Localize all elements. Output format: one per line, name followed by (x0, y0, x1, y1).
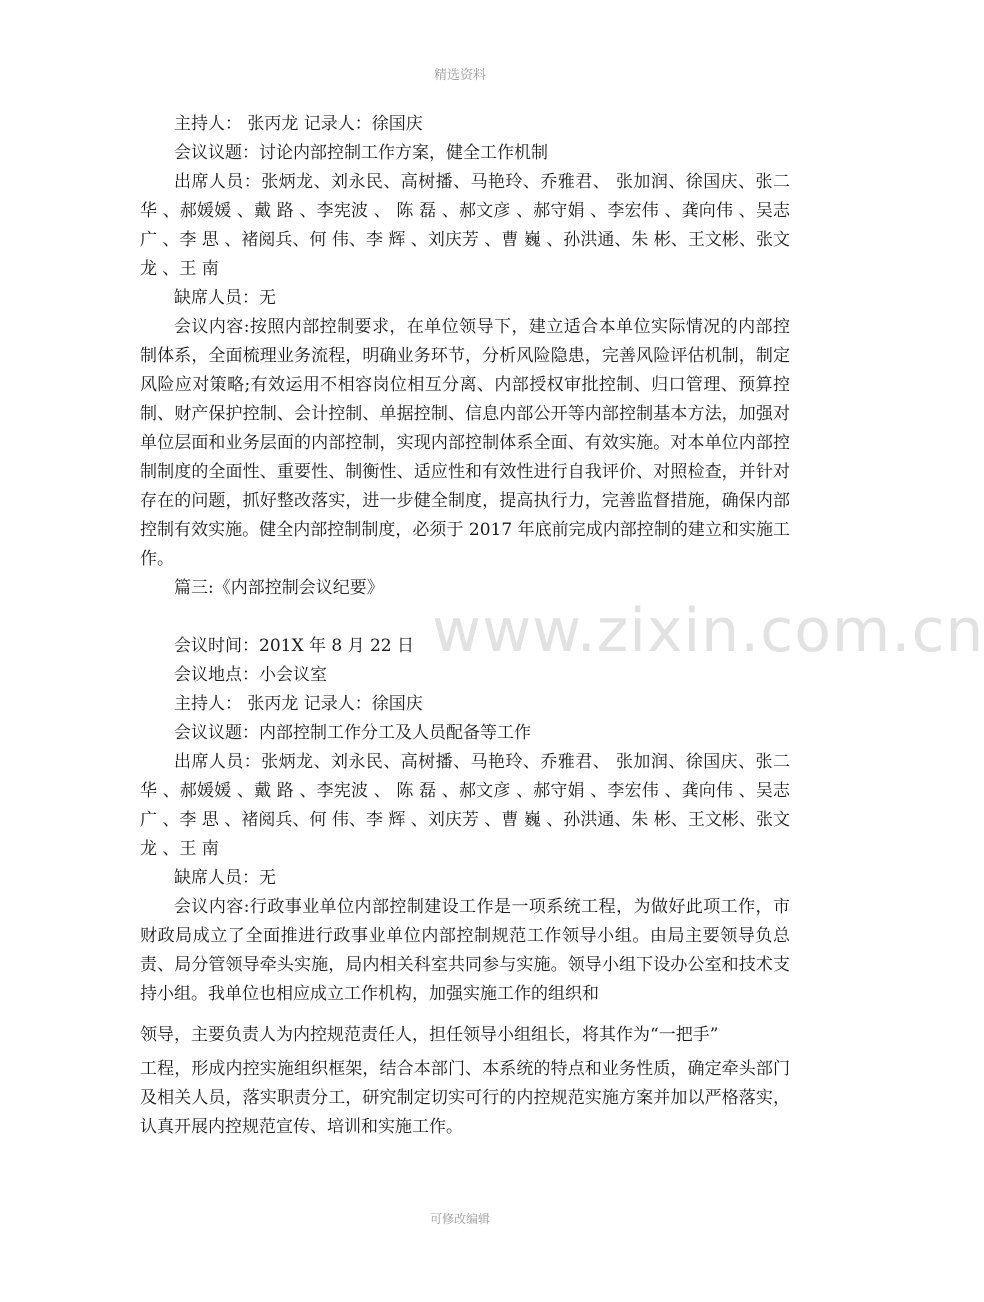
document-body (140, 110, 790, 1142)
meeting-content-continued: 领导，主要负责人为内控规范责任人，担任领导小组组长，将其作为“一把手” (140, 1025, 719, 1045)
section-title: 篇三:《内部控制会议纪要》 (174, 578, 384, 598)
host-recorder-line: 主持人： 张丙龙 记录人：徐国庆 (174, 114, 423, 134)
absent-line: 缺席人员：无 (174, 868, 276, 888)
meeting-topic: 会议议题：内部控制工作分工及人员配备等工作 (174, 723, 531, 743)
absent-line: 缺席人员：无 (174, 288, 276, 308)
attendees-list: 出席人员：张炳龙、刘永民、高树播、马艳玲、乔雅君、 张加润、徐国庆、张二华 、郝媛媛 、戴 路 、李宪波 、 陈 磊 、郝文彦 、郝守娟 、李宏伟 、龚向伟 、吴志广 、李 思 、褚阅兵、何 伟、李 辉 、刘庆芳 、曹 巍 、孙洪通、朱 彬、王文彬、张文龙 、王 南 (140, 172, 790, 279)
meeting-content: 会议内容:按照内部控制要求，在单位领导下，建立适合本单位实际情况的内部控制体系，全面梳理业务流程，明确业务环节，分析风险隐患，完善风险评估机制，制定风险应对策略;有效运用不相容岗位相互分离、内部授权审批控制、归口管理、预算控制、财产保护控制、会计控制、单据控制、信息内部公开等内部控制基本方法，加强对单位层面和业务层面的内部控制，实现内部控制体系全面、有效实施。对本单位内部控制制度的全面性、重要性、制衡性、适应性和有效性进行自我评价、对照检查，并针对存在的问题，抓好整改落实，进一步健全制度，提高执行力，完善监督措施，确保内部控制有效实施。健全内部控制制度，必须于 2017 年底前完成内部控制的建立和实施工作。 (140, 317, 790, 569)
watermark: www.zixin.com.cn (432, 596, 984, 666)
page-header: 精选资料 (433, 68, 486, 83)
meeting-content: 会议内容:行政事业单位内部控制建设工作是一项系统工程，为做好此项工作，市财政局成立了全面推进行政事业单位内部控制规范工作领导小组。由局主要领导负总责、局分管领导牵头实施，局内相关科室共同参与实施。领导小组下设办公室和技术支持小组。我单位也相应成立工作机构，加强实施工作的组织和 (140, 897, 790, 1004)
meeting-place: 会议地点：小会议室 (174, 665, 327, 685)
meeting-content-continued: 工程，形成内控实施组织框架，结合本部门、本系统的特点和业务性质，确定牵头部门及相关人员，落实职责分工，研究制定切实可行的内控规范实施方案并加以严格落实，认真开展内控规范宣传、培训和实施工作。 (140, 1059, 790, 1137)
meeting-time: 会议时间：201X 年 8 月 22 日 (174, 636, 415, 656)
attendees-list: 出席人员：张炳龙、刘永民、高树播、马艳玲、乔雅君、 张加润、徐国庆、张二华 、郝媛媛 、戴 路 、李宪波 、 陈 磊 、郝文彦 、郝守娟 、李宏伟 、龚向伟 、吴志广 、李 思 、褚阅兵、何 伟、李 辉 、刘庆芳 、曹 巍 、孙洪通、朱 彬、王文彬、张文龙 、王 南 (140, 752, 790, 859)
meeting-topic: 会议议题：讨论内部控制工作方案，健全工作机制 (174, 143, 548, 163)
host-recorder-line: 主持人： 张丙龙 记录人：徐国庆 (174, 694, 423, 714)
page-footer: 可修改编辑 (429, 1212, 490, 1226)
